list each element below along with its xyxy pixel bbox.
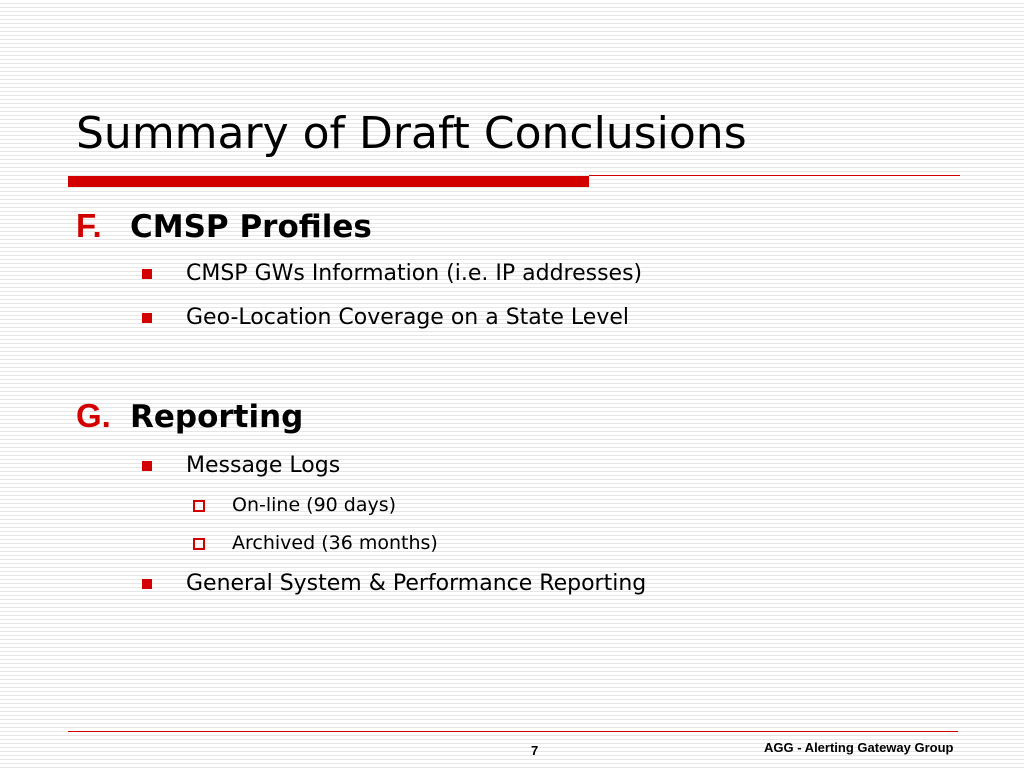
footer-divider [68, 731, 958, 732]
section-letter: G. [76, 397, 111, 434]
square-bullet-icon [142, 313, 152, 323]
sub-list-item-text: Archived (36 months) [232, 532, 438, 554]
page-number: 7 [531, 743, 539, 758]
hollow-square-bullet-icon [193, 500, 205, 512]
section-title: CMSP Profiles [130, 209, 372, 245]
list-item-text: CMSP GWs Information (i.e. IP addresses) [186, 261, 643, 286]
hollow-square-bullet-icon [193, 538, 205, 550]
square-bullet-icon [142, 461, 152, 471]
list-item-text: Message Logs [186, 453, 341, 478]
title-underline-thin [589, 175, 960, 176]
section-letter: F. [76, 207, 102, 244]
section-heading-g [76, 399, 303, 433]
list-item [142, 263, 642, 285]
list-item [142, 573, 646, 595]
sub-list-item-text: On-line (90 days) [232, 494, 397, 516]
square-bullet-icon [142, 269, 152, 279]
section-heading-f [76, 209, 372, 243]
title-underline-thick [68, 176, 589, 187]
footer-label: AGG - Alerting Gateway Group [764, 740, 954, 755]
list-item [142, 455, 340, 477]
list-item-text: General System & Performance Reporting [186, 571, 647, 596]
list-item [142, 307, 629, 329]
list-item-text: Geo-Location Coverage on a State Level [186, 305, 629, 330]
section-title: Reporting [130, 399, 304, 435]
sub-list-item [193, 496, 396, 515]
slide-title: Summary of Draft Conclusions [76, 108, 747, 159]
square-bullet-icon [142, 579, 152, 589]
sub-list-item [193, 534, 438, 553]
